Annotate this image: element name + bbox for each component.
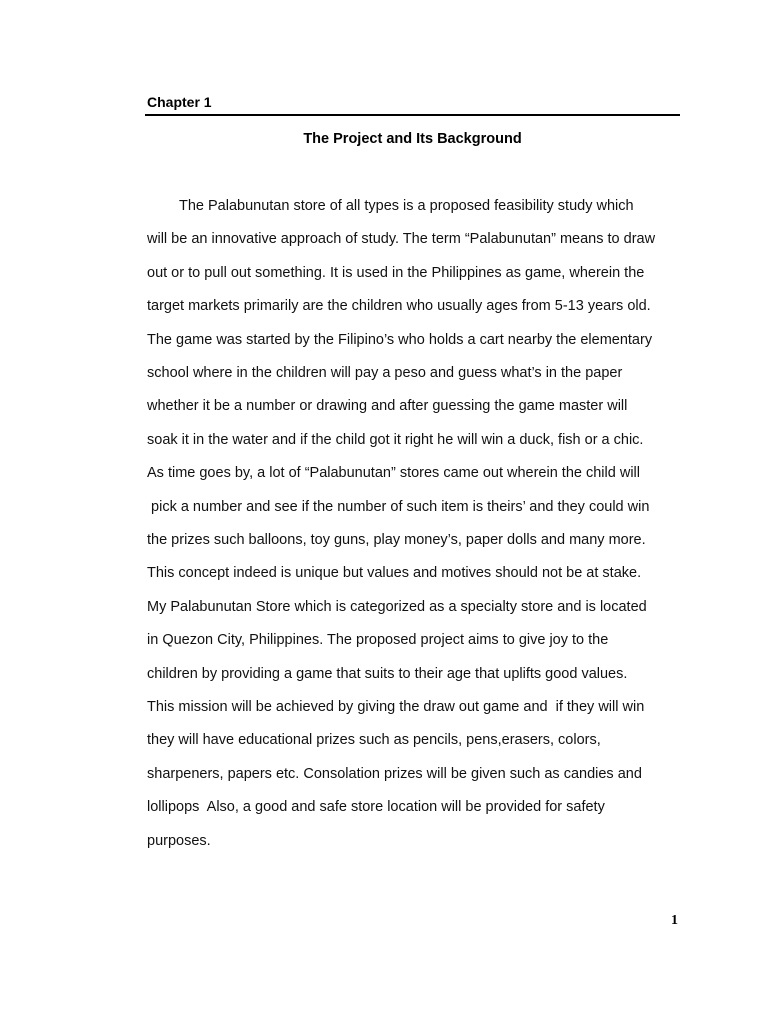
- body-text-line: The Palabunutan store of all types is a proposed feasibility study which: [147, 198, 634, 214]
- body-text-line: My Palabunutan Store which is categorized as a specialty store and is located: [147, 599, 647, 615]
- body-text-line: out or to pull out something. It is used in the Philippines as game, wherein the: [147, 265, 645, 281]
- chapter-label: Chapter 1: [147, 94, 212, 110]
- body-text-line: children by providing a game that suits to their age that uplifts good values.: [147, 666, 628, 682]
- page-title: The Project and Its Background: [303, 131, 522, 147]
- body-text-line: will be an innovative approach of study. The term “Palabunutan” means to draw: [147, 231, 656, 247]
- body-text-line: This mission will be achieved by giving the draw out game and if they will win: [147, 699, 645, 715]
- body-text-line: target markets primarily are the children who usually ages from 5-13 years old.: [147, 298, 651, 314]
- body-text-line: lollipops Also, a good and safe store location will be provided for safety: [147, 799, 605, 815]
- body-text-line: As time goes by, a lot of “Palabunutan” stores came out wherein the child will: [147, 465, 640, 481]
- body-text-line: purposes.: [147, 833, 211, 849]
- body-text-line: This concept indeed is unique but values and motives should not be at stake.: [147, 565, 642, 581]
- body-text-line: soak it in the water and if the child got it right he will win a duck, fish or a chic.: [147, 432, 644, 448]
- body-text-line: whether it be a number or drawing and after guessing the game master will: [147, 398, 628, 414]
- body-text-line: The game was started by the Filipino’s who holds a cart nearby the elementary: [147, 332, 653, 348]
- chapter-divider: [145, 114, 680, 116]
- page-number: 1: [671, 913, 678, 928]
- body-text-line: in Quezon City, Philippines. The proposed project aims to give joy to the: [147, 632, 609, 648]
- body-text-line: pick a number and see if the number of such item is theirs’ and they could win: [147, 499, 650, 515]
- body-text-line: the prizes such balloons, toy guns, play money’s, paper dolls and many more.: [147, 532, 646, 548]
- body-text-line: school where in the children will pay a peso and guess what’s in the paper: [147, 365, 623, 381]
- body-text-line: sharpeners, papers etc. Consolation prizes will be given such as candies and: [147, 766, 642, 782]
- body-text-line: they will have educational prizes such as pencils, pens,erasers, colors,: [147, 732, 601, 748]
